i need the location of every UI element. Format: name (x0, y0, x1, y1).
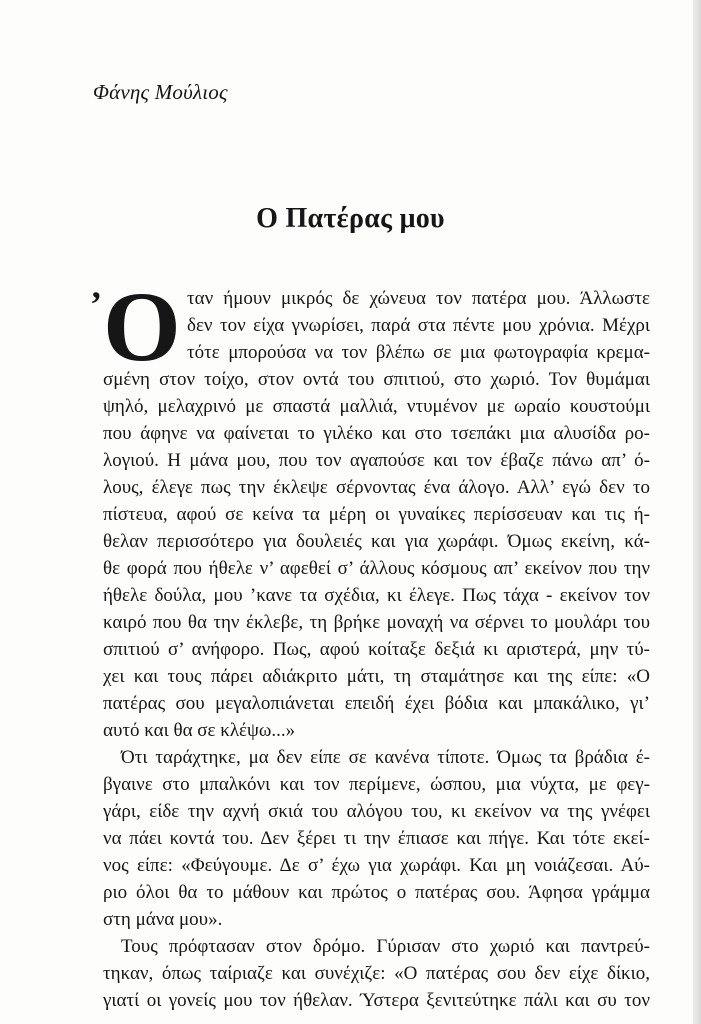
text-line: ψηλό, μελαχρινό με σπαστά μαλλιά, ντυμένον με ωραίο κουστούμι (103, 396, 650, 417)
text-line: νος είπε: «Φεύγουμε. Δε σ’ έχω για χωράφι. Και μη νοιάζεσαι. Αύ- (103, 855, 650, 876)
text-line: γάρι, είδε την αχνή σκιά του αλόγου του, κι εκείνον να της γνέφει (103, 801, 650, 822)
text-line: θε φορά που ήθελε ν’ αφεθεί σ’ άλλους κόσμους απ’ εκείνον που την (103, 558, 650, 579)
text-line: λογιού. Η μάνα μου, που τον αγαπούσε και τον έβαζε πάνω απ’ ό- (103, 450, 650, 471)
text-line: σπιτιού σ’ ανήφορο. Πως, αφού κοίταξε δεξιά κι αριστερά, μην τύ- (103, 639, 650, 660)
text-line: καιρό που θα την έκλεβε, τη βρήκε μοναχή να σέρνει το μουλάρι του (103, 612, 650, 633)
page-edge (693, 0, 701, 1024)
text-line: τότε μπορούσα να τον βλέπω σε μια φωτογραφία κρεμα- (187, 342, 650, 363)
text-line: σμένη στον τοίχο, στον οντά του σπιτιού, στο χωριό. Τον θυμάμαι (103, 369, 650, 390)
text-line: πατέρας σου μεγαλοπιάνεται επειδή έχει βόδια και μπακάλικο, γι’ (103, 693, 650, 714)
text-line: να πάει κοντά του. Δεν ξέρει τι την έπιασε και πήγε. Και τότε εκεί- (103, 828, 650, 849)
text-line: θελαν περισσότερο για δουλειές και για χωράφι. Όμως εκείνη, κά- (103, 531, 650, 552)
text-line: χει και τους πάρει αδιάκριτο μάτι, τη σταμάτησε και της είπε: «Ο (103, 666, 650, 687)
text-line: γιατί οι γονείς μου τον ήθελαν. Ύστερα ξενιτεύτηκε πάλι και συ τον (103, 990, 650, 1011)
author-name: Φάνης Μούλιος (93, 80, 228, 104)
text-line: ήθελε δούλα, μου ’κανε τα σχέδια, κι έλεγε. Πως τάχα - εκείνον τον (103, 585, 650, 606)
text-line: Τους πρόφτασαν στον δρόμο. Γύρισαν στο χωριό και παντρεύ- (121, 936, 650, 957)
text-line: αυτό και θα σε κλέψω...» (103, 720, 296, 741)
text-line: ριο όλοι θα το μάθουν και πρώτος ο πατέρας σου. Άφησα γράμμα (103, 882, 650, 903)
text-line: τηκαν, όπως ταίριαζε και συνέχιζε: «Ο πατέρας σου δεν είχε δίκιο, (103, 963, 650, 984)
article-title: Ο Πατέρας μου (256, 203, 445, 234)
text-line: στη μάνα μου». (103, 909, 223, 930)
drop-cap-accent: ’ (90, 284, 102, 324)
text-line: πίστευα, αφού σε κείνα τα μέρη οι γυναίκες περίσσευαν και τις ή- (103, 504, 650, 525)
text-line: βγαινε στο μπαλκόνι και τον περίμενε, ώσπου, μια νύχτα, με φεγ- (103, 774, 650, 795)
text-line: που άφηνε να φαίνεται το γιλέκο και στο τσεπάκι μια αλυσίδα ρο- (103, 423, 650, 444)
text-line: Ότι ταράχτηκε, μα δεν είπε σε κανένα τίποτε. Όμως τα βράδια έ- (121, 747, 650, 768)
text-line: λους, έλεγε πως την έκλεψε σέρνοντας ένα άλογο. Αλλ’ εγώ δεν το (103, 477, 650, 498)
text-line: δεν τον είχα γνωρίσει, παρά στα πέντε μου χρόνια. Μέχρι (187, 315, 650, 336)
drop-cap: Ο (103, 271, 179, 382)
text-line: ταν ήμουν μικρός δε χώνευα τον πατέρα μου. Άλλωστε (187, 288, 650, 309)
